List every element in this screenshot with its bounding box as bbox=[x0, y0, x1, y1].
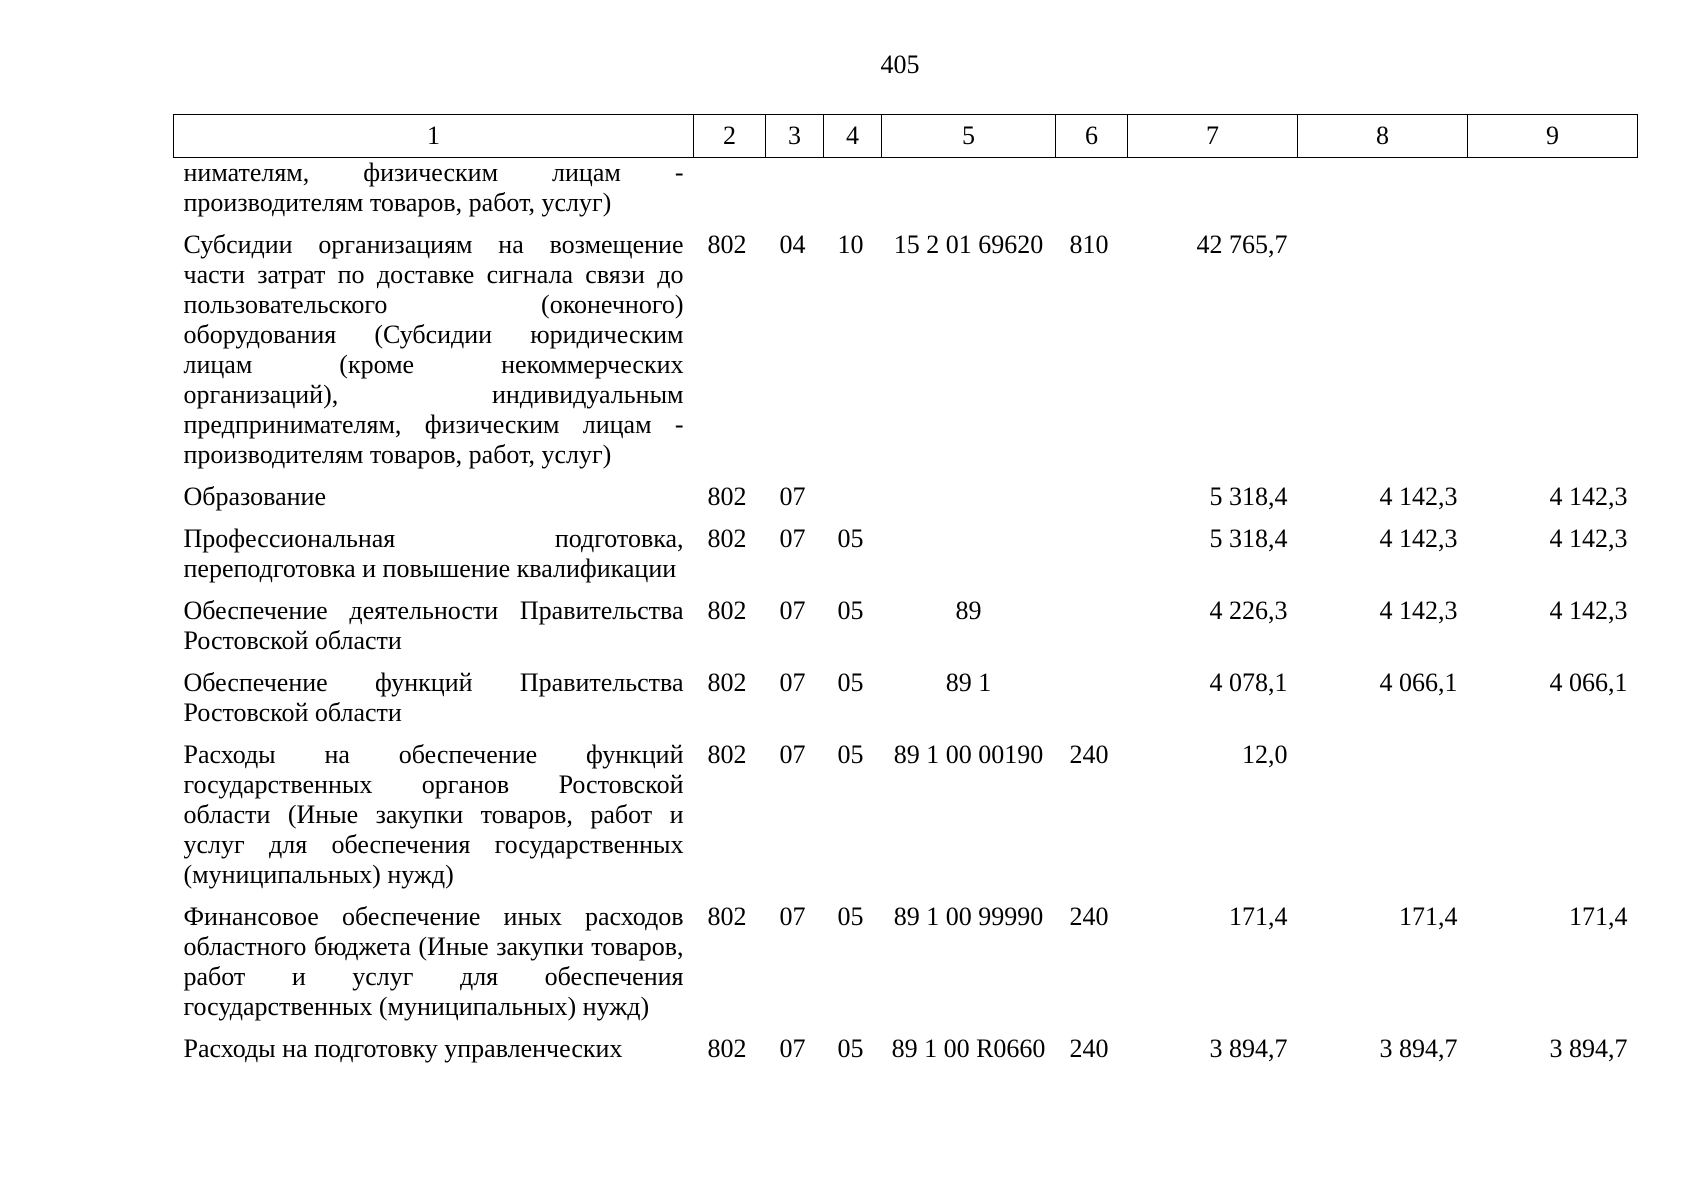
row-section bbox=[766, 158, 824, 231]
row-amount-col8: 4 066,1 bbox=[1379, 668, 1458, 697]
row-amount-col7: 12,0 bbox=[1242, 740, 1288, 769]
row-name: Образование bbox=[183, 482, 327, 511]
row-amount-col7: 42 765,7 bbox=[1196, 230, 1288, 259]
row-amount-col9 bbox=[1468, 740, 1638, 902]
row-target-article: 89 bbox=[955, 596, 982, 625]
row-name: Обеспечение деятельности Правительства Ростовской области bbox=[183, 596, 684, 655]
row-expense-type: 240 bbox=[1069, 740, 1109, 769]
row-admin-code: 802 bbox=[707, 902, 747, 931]
row-amount-col9: 4 142,3 bbox=[1549, 524, 1628, 553]
row-name: Расходы на подготовку управленческих bbox=[183, 1034, 623, 1063]
table-row bbox=[174, 524, 1638, 596]
table-row bbox=[174, 902, 1638, 1034]
row-target-article bbox=[882, 524, 1056, 596]
row-name: Обеспечение функций Правительства Ростовской области bbox=[183, 668, 684, 727]
row-section: 07 bbox=[779, 1034, 806, 1063]
row-admin-code: 802 bbox=[707, 482, 747, 511]
row-admin-code: 802 bbox=[707, 524, 747, 553]
table-row bbox=[174, 1034, 1638, 1076]
row-amount-col8: 4 142,3 bbox=[1379, 524, 1458, 553]
column-header-4: 4 bbox=[824, 115, 882, 158]
row-subsection: 05 bbox=[837, 902, 864, 931]
row-subsection: 05 bbox=[837, 1034, 864, 1063]
row-name: Профессиональная подготовка, переподготовка и повышение квалификации bbox=[183, 524, 684, 583]
row-target-article: 89 1 00 99990 bbox=[893, 902, 1044, 931]
row-amount-col7: 4 226,3 bbox=[1209, 596, 1288, 625]
row-section: 07 bbox=[779, 482, 806, 511]
row-target-article bbox=[882, 158, 1056, 231]
row-amount-col8: 3 894,7 bbox=[1379, 1034, 1458, 1063]
row-admin-code: 802 bbox=[707, 596, 747, 625]
table-row bbox=[174, 158, 1638, 231]
column-header-2: 2 bbox=[694, 115, 766, 158]
row-target-article: 15 2 01 69620 bbox=[893, 230, 1044, 259]
row-target-article: 89 1 00 00190 bbox=[893, 740, 1044, 769]
row-amount-col9: 3 894,7 bbox=[1549, 1034, 1628, 1063]
table-header-row bbox=[174, 115, 1638, 158]
row-section: 07 bbox=[779, 668, 806, 697]
table-row bbox=[174, 740, 1638, 902]
column-header-7: 7 bbox=[1128, 115, 1298, 158]
row-amount-col7 bbox=[1128, 158, 1298, 231]
row-subsection: 05 bbox=[837, 740, 864, 769]
budget-table bbox=[173, 114, 1638, 1076]
row-subsection: 05 bbox=[837, 524, 864, 553]
row-expense-type bbox=[1056, 482, 1128, 524]
row-amount-col8: 4 142,3 bbox=[1379, 596, 1458, 625]
row-target-article bbox=[882, 482, 1056, 524]
row-name: Расходы на обеспечение функций государственных органов Ростовской области (Иные закупки товаров, работ и услуг для обеспечения государственных (муниципальных) нужд) bbox=[183, 740, 684, 889]
row-amount-col7: 4 078,1 bbox=[1209, 668, 1288, 697]
row-subsection: 05 bbox=[837, 596, 864, 625]
row-amount-col9: 171,4 bbox=[1569, 902, 1628, 931]
row-amount-col9: 4 142,3 bbox=[1549, 482, 1628, 511]
row-section: 07 bbox=[779, 524, 806, 553]
row-name: нимателям, физическим лицам - производителям товаров, работ, услуг) bbox=[183, 158, 684, 217]
row-section: 07 bbox=[779, 740, 806, 769]
row-amount-col7: 5 318,4 bbox=[1209, 482, 1288, 511]
row-expense-type: 240 bbox=[1069, 902, 1109, 931]
row-expense-type bbox=[1056, 596, 1128, 668]
row-subsection bbox=[824, 158, 882, 231]
row-amount-col8 bbox=[1298, 158, 1468, 231]
row-amount-col7: 171,4 bbox=[1229, 902, 1288, 931]
row-amount-col7: 5 318,4 bbox=[1209, 524, 1288, 553]
table-row bbox=[174, 230, 1638, 482]
row-expense-type: 240 bbox=[1069, 1034, 1109, 1063]
row-admin-code: 802 bbox=[707, 668, 747, 697]
column-header-1: 1 bbox=[174, 115, 694, 158]
table-row bbox=[174, 596, 1638, 668]
row-section: 04 bbox=[779, 230, 806, 259]
table-body bbox=[174, 158, 1638, 1077]
row-amount-col7: 3 894,7 bbox=[1209, 1034, 1288, 1063]
row-admin-code: 802 bbox=[707, 230, 747, 259]
row-subsection bbox=[824, 482, 882, 524]
row-subsection: 05 bbox=[837, 668, 864, 697]
row-section: 07 bbox=[779, 596, 806, 625]
row-admin-code: 802 bbox=[707, 1034, 747, 1063]
row-admin-code bbox=[694, 158, 766, 231]
row-amount-col8: 4 142,3 bbox=[1379, 482, 1458, 511]
table-row bbox=[174, 482, 1638, 524]
table-row bbox=[174, 668, 1638, 740]
column-header-8: 8 bbox=[1298, 115, 1468, 158]
column-header-5: 5 bbox=[882, 115, 1056, 158]
row-expense-type: 810 bbox=[1069, 230, 1109, 259]
row-expense-type bbox=[1056, 668, 1128, 740]
row-subsection: 10 bbox=[837, 230, 864, 259]
column-header-3: 3 bbox=[766, 115, 824, 158]
row-amount-col9 bbox=[1468, 158, 1638, 231]
row-target-article: 89 1 bbox=[945, 668, 992, 697]
page-number: 405 bbox=[880, 50, 920, 79]
row-amount-col8: 171,4 bbox=[1399, 902, 1458, 931]
row-expense-type bbox=[1056, 524, 1128, 596]
row-amount-col9: 4 142,3 bbox=[1549, 596, 1628, 625]
row-name: Субсидии организациям на возмещение части затрат по доставке сигнала связи до пользовательского (оконечного) оборудования (Субсидии юридическим лицам (кроме некоммерческих организаций), индивидуальным предпринимателям, физическим лицам - производителям товаров, работ, услуг) bbox=[183, 230, 684, 469]
row-amount-col9: 4 066,1 bbox=[1549, 668, 1628, 697]
column-header-9: 9 bbox=[1468, 115, 1638, 158]
row-amount-col8 bbox=[1298, 230, 1468, 482]
row-name: Финансовое обеспечение иных расходов областного бюджета (Иные закупки товаров, работ и услуг для обеспечения государственных (муниципальных) нужд) bbox=[183, 902, 684, 1021]
row-section: 07 bbox=[779, 902, 806, 931]
row-amount-col8 bbox=[1298, 740, 1468, 902]
row-target-article: 89 1 00 R0660 bbox=[891, 1034, 1046, 1063]
row-admin-code: 802 bbox=[707, 740, 747, 769]
column-header-6: 6 bbox=[1056, 115, 1128, 158]
row-amount-col9 bbox=[1468, 230, 1638, 482]
row-expense-type bbox=[1056, 158, 1128, 231]
